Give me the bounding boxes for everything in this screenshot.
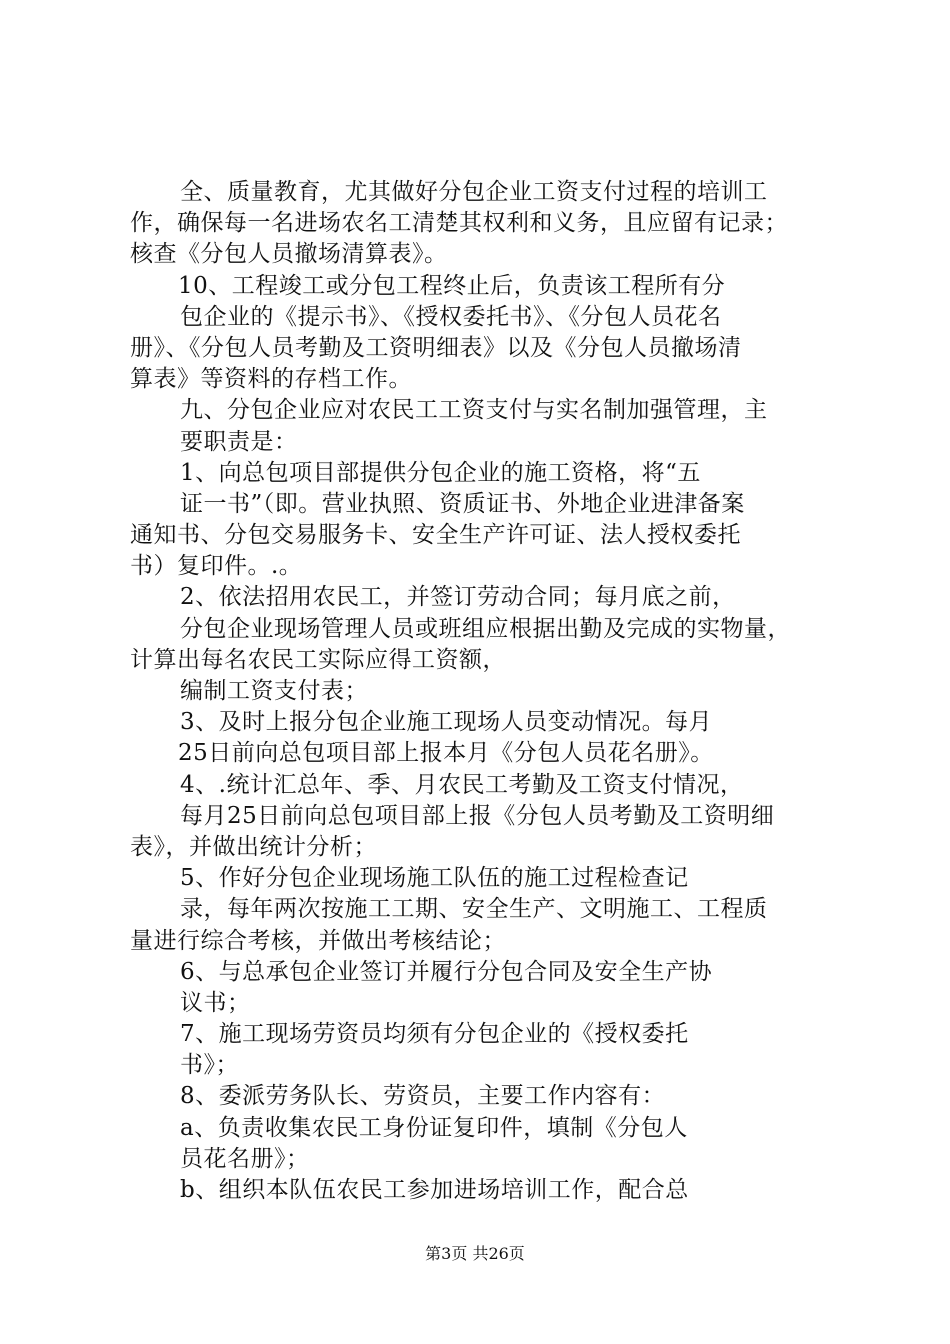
text-line: 书》； xyxy=(180,1052,239,1079)
text-line: 5、作好分包企业现场施工队伍的施工过程检查记 xyxy=(180,865,689,892)
text-line: 计算出每名农民工实际应得工资额， xyxy=(130,646,506,673)
text-line: 包企业的《提示书》、《授权委托书》、《分包人员花名 xyxy=(180,303,722,330)
text-line: 全、质量教育，尤其做好分包企业工资支付过程的培训工 xyxy=(180,179,768,205)
text-line: 书）复印件。.。 xyxy=(130,553,303,580)
text-line: 九、分包企业应对农民工工资支付与实名制加强管理，主 xyxy=(180,397,768,424)
text-line: 通知书、分包交易服务卡、安全生产许可证、法人授权委托 xyxy=(130,522,741,549)
text-line: 10、工程竣工或分包工程终止后，负责该工程所有分 xyxy=(178,272,726,299)
text-line: 7、施工现场劳资员均须有分包企业的《授权委托 xyxy=(180,1021,689,1048)
text-line: 算表》等资料的存档工作。 xyxy=(130,366,412,393)
text-line: a、负责收集农民工身份证复印件，填制《分包人 xyxy=(180,1114,688,1141)
text-line: 分包企业现场管理人员或班组应根据出勤及完成的实物量， xyxy=(180,615,791,642)
text-line: 编制工资支付表； xyxy=(180,678,368,704)
text-line: 25日前向总包项目部上报本月《分包人员花名册》。 xyxy=(178,740,714,767)
text-line: 量进行综合考核，并做出考核结论； xyxy=(130,927,506,954)
text-line: 每月25日前向总包项目部上报《分包人员考勤及工资明细 xyxy=(180,802,775,829)
text-line: 册》、《分包人员考勤及工资明细表》以及《分包人员撤场清 xyxy=(130,334,742,361)
text-line: 要职责是： xyxy=(180,428,298,455)
text-line: 议书； xyxy=(180,989,251,1016)
text-line: 作，确保每一名进场农名工清楚其权利和义务，且应留有记录； xyxy=(130,210,788,237)
text-line: 核查《分包人员撤场清算表》。 xyxy=(130,241,448,268)
text-line: 录，每年两次按施工工期、安全生产、文明施工、工程质 xyxy=(180,896,768,923)
text-line: 6、与总承包企业签订并履行分包合同及安全生产协 xyxy=(180,958,713,985)
text-line: 员花名册》； xyxy=(180,1145,310,1172)
text-line: 4、.统计汇总年、季、月农民工考勤及工资支付情况， xyxy=(180,771,744,798)
text-line: b、组织本队伍农民工参加进场培训工作，配合总 xyxy=(180,1177,689,1203)
text-line: 证一书”（即。营业执照、资质证书、外地企业进津备案 xyxy=(180,490,745,517)
text-line: 8、委派劳务队长、劳资员，主要工作内容有： xyxy=(180,1083,666,1110)
text-line: 表》，并做出统计分析； xyxy=(130,833,377,860)
text-line: 3、及时上报分包企业施工现场人员变动情况。每月 xyxy=(180,709,713,736)
text-line: 2、依法招用农民工，并签订劳动合同；每月底之前， xyxy=(180,584,736,611)
text-line: 1、向总包项目部提供分包企业的施工资格，将“五 xyxy=(180,459,701,486)
page-footer: 第3页 共26页 xyxy=(425,1244,525,1263)
document-body xyxy=(130,177,840,1206)
